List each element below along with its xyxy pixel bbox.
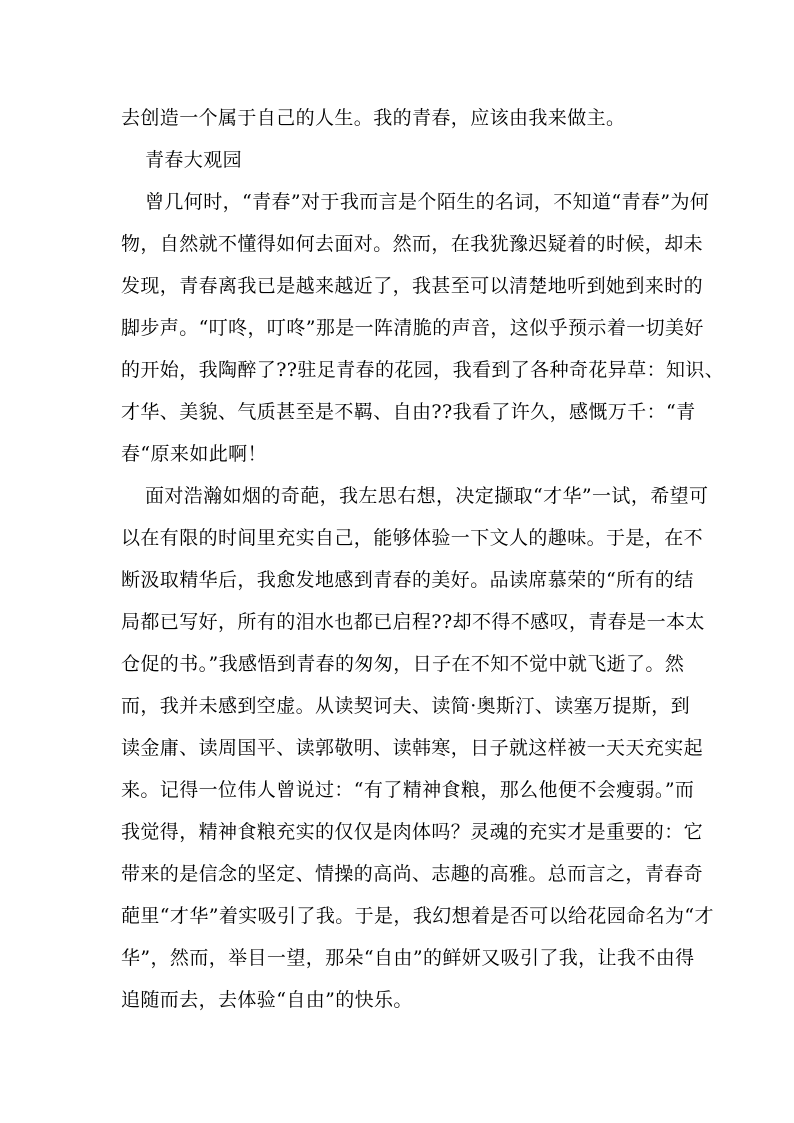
paragraph-line: 读金庸、读周国平、读郭敬明、读韩寒，日子就这样被一天天充实起 <box>121 737 704 759</box>
paragraph-line: 脚步声。“叮咚，叮咚”那是一阵清脆的声音，这似乎预示着一切美好 <box>121 317 704 339</box>
paragraph-line: 我觉得，精神食粮充实的仅仅是肉体吗？灵魂的充实才是重要的：它 <box>121 821 704 843</box>
paragraph-line: 物，自然就不懂得如何去面对。然而，在我犹豫迟疑着的时候，却未 <box>121 233 704 255</box>
paragraph-line: 才华、美貌、气质甚至是不羁、自由??我看了许久，感慨万千：“青 <box>121 401 696 423</box>
paragraph-line: 断汲取精华后，我愈发地感到青春的美好。品读席慕荣的“所有的结 <box>121 569 694 591</box>
paragraph-line: 追随而去，去体验“自由”的快乐。 <box>121 989 413 1011</box>
paragraph-line: 春“原来如此啊！ <box>121 443 267 465</box>
paragraph-line: 面对浩瀚如烟的奇葩，我左思右想，决定撷取“才华”一试，希望可 <box>145 485 709 507</box>
paragraph-line: 而，我并未感到空虚。从读契诃夫、读简·奥斯汀、读塞万提斯，到 <box>121 695 691 717</box>
text-line: 去创造一个属于自己的人生。我的青春，应该由我来做主。 <box>121 107 626 129</box>
paragraph-line: 华”，然而，举目一望，那朵“自由”的鲜妍又吸引了我，让我不由得 <box>121 947 695 969</box>
paragraph-line: 以在有限的时间里充实自己，能够体验一下文人的趣味。于是，在不 <box>121 527 704 549</box>
section-heading: 青春大观园 <box>145 149 243 171</box>
paragraph-line: 的开始，我陶醉了??驻足青春的花园，我看到了各种奇花异草：知识、 <box>121 359 725 381</box>
paragraph-line: 来。记得一位伟人曾说过：“有了精神食粮，那么他便不会瘦弱。”而 <box>121 779 695 801</box>
paragraph-line: 曾几何时，“青春”对于我而言是个陌生的名词，不知道“青春”为何 <box>145 191 710 213</box>
paragraph-line: 发现，青春离我已是越来越近了，我甚至可以清楚地听到她到来时的 <box>121 275 704 297</box>
paragraph-line: 葩里“才华”着实吸引了我。于是，我幻想着是否可以给花园命名为“才 <box>121 905 714 927</box>
paragraph-line: 带来的是信念的坚定、情操的高尚、志趣的高雅。总而言之，青春奇 <box>121 863 704 885</box>
paragraph-line: 局都已写好，所有的泪水也都已启程??却不得不感叹，青春是一本太 <box>121 611 705 633</box>
paragraph-line: 仓促的书。”我感悟到青春的匆匆，日子在不知不觉中就飞逝了。然 <box>121 653 685 675</box>
